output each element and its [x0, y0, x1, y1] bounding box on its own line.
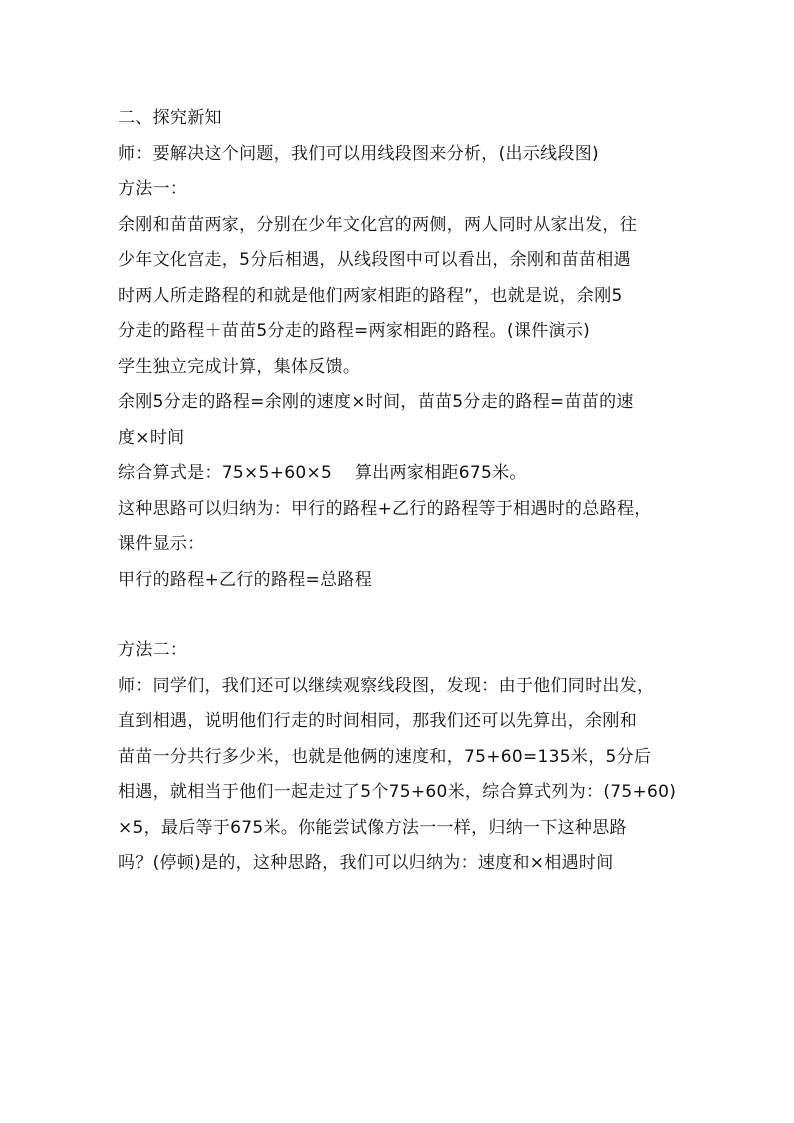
document-body: [118, 101, 678, 882]
paragraph-line: 学生独立完成计算，集体反馈。: [118, 356, 361, 377]
paragraph-line: 直到相遇，说明他们行走的时间相同，那我们还可以先算出，余刚和: [118, 711, 637, 731]
paragraph-line: 师：同学们，我们还可以继续观察线段图，发现：由于他们同时出发，: [118, 675, 655, 696]
teacher-line: 师：要解决这个问题，我们可以用线段图来分析，(出示线段图): [118, 143, 599, 164]
formula-line: 甲行的路程+乙行的路程=总路程: [118, 569, 372, 590]
section-heading: 二、探究新知: [118, 108, 222, 128]
paragraph-line: 课件显示：: [118, 534, 205, 554]
method-one-heading: 方法一：: [118, 179, 188, 199]
paragraph-gap: [118, 598, 678, 633]
paragraph-line: 分走的路程＋苗苗5分走的路程=两家相距的路程。(课件演示): [118, 321, 591, 341]
paragraph-line: 余刚和苗苗两家，分别在少年文化宫的两侧，两人同时从家出发，往: [118, 214, 637, 235]
formula-line: 综合算式是：75×5+60×5 算出两家相距675米。: [118, 463, 527, 483]
paragraph-line: 时两人所走路程的和就是他们两家相距的路程”，也就是说，余刚5: [118, 285, 623, 306]
paragraph-line: 这种思路可以归纳为：甲行的路程+乙行的路程等于相遇时的总路程，: [118, 498, 652, 519]
paragraph-line: 相遇，就相当于他们一起走过了5个75+60米，综合算式列为：(75+60): [118, 782, 677, 802]
paragraph-line: 苗苗一分共行多少米，也就是他俩的速度和，75+60=135米，5分后: [118, 746, 652, 767]
paragraph-line: 度×时间: [118, 427, 185, 448]
paragraph-line: ×5，最后等于675米。你能尝试像方法一一样，归纳一下这种思路: [118, 817, 627, 838]
method-two-heading: 方法二：: [118, 640, 188, 660]
paragraph-line: 吗？(停顿)是的，这种思路，我们可以归纳为：速度和×相遇时间: [118, 853, 614, 873]
paragraph-line: 少年文化宫走，5分后相遇，从线段图中可以看出，余刚和苗苗相遇: [118, 250, 631, 270]
paragraph-line: 余刚5分走的路程=余刚的速度×时间，苗苗5分走的路程=苗苗的速: [118, 392, 634, 412]
